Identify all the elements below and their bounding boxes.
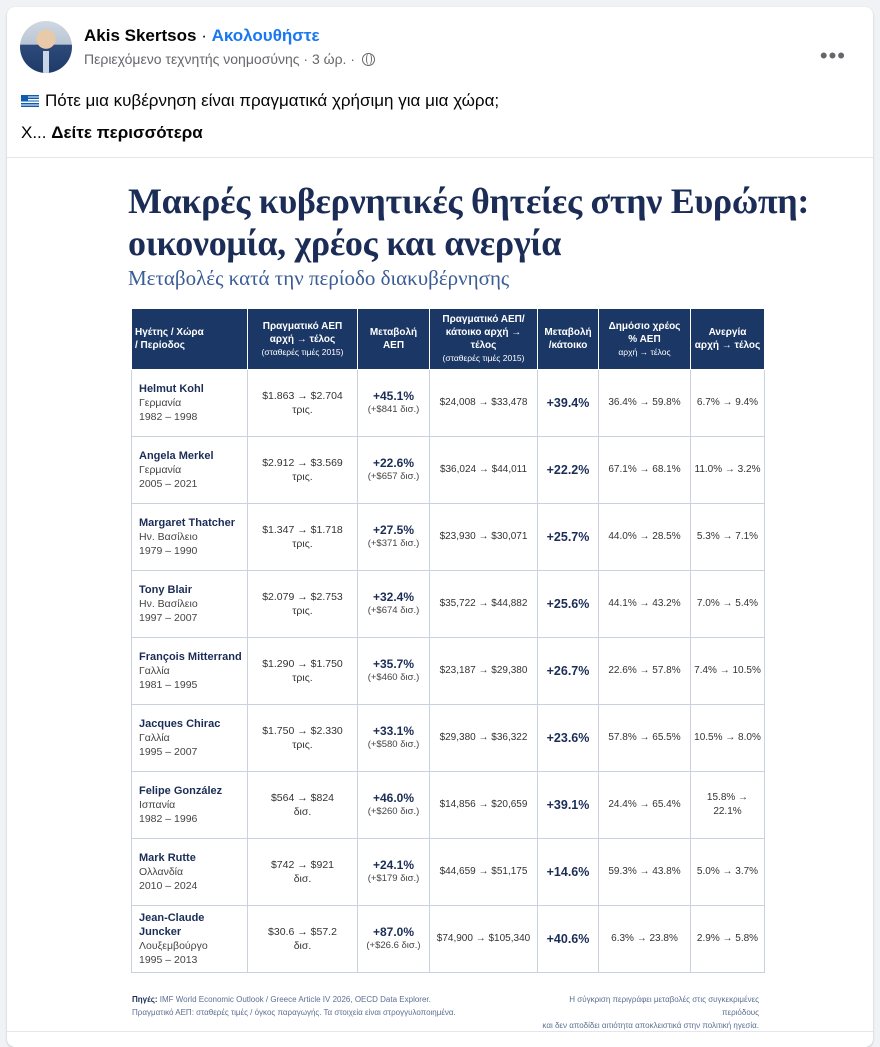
post-meta: Περιεχόμενο τεχνητής νοημοσύνης · 3 ώρ. · bbox=[84, 51, 355, 67]
gdp-change-cell: +32.4% (+$674 δισ.) bbox=[358, 571, 430, 638]
per-capita-change-cell: +39.4% bbox=[538, 370, 599, 437]
debt-cell: 6.3% → 23.8% bbox=[599, 906, 691, 973]
table-row bbox=[132, 571, 765, 638]
debt-cell: 22.6% → 57.8% bbox=[599, 638, 691, 705]
debt-cell: 67.1% → 68.1% bbox=[599, 437, 691, 504]
unemployment-cell: 11.0% → 3.2% bbox=[691, 437, 765, 504]
gdp-cell: $2.912 → $3.569 τρις. bbox=[248, 437, 358, 504]
note: Η σύγκριση περιγράφει μεταβολές στις συγκεκριμένες περιόδους και δεν αποδίδει αιτιότητα αποκλειστικά στην πολιτική ηγεσία. bbox=[542, 995, 759, 1030]
debt-cell: 57.8% → 65.5% bbox=[599, 705, 691, 772]
per-capita-change-cell: +26.7% bbox=[538, 638, 599, 705]
gdp-change-cell: +45.1% (+$841 δισ.) bbox=[358, 370, 430, 437]
gdp-per-capita-cell: $29,380 → $36,322 bbox=[430, 705, 538, 772]
debt-cell: 44.0% → 28.5% bbox=[599, 504, 691, 571]
column-header: Ανεργία αρχή → τέλος bbox=[691, 309, 765, 370]
per-capita-change-cell: +23.6% bbox=[538, 705, 599, 772]
per-capita-change-cell: +25.7% bbox=[538, 504, 599, 571]
follow-button[interactable]: Ακολουθήστε bbox=[211, 26, 320, 45]
debt-cell: 44.1% → 43.2% bbox=[599, 571, 691, 638]
post-header bbox=[20, 21, 860, 73]
post-text: Πότε μια κυβέρνηση είναι πραγματικά χρήσιμη για μια χώρα; bbox=[45, 91, 500, 110]
gdp-cell: $1.750 → $2.330 τρις. bbox=[248, 705, 358, 772]
gdp-change-cell: +35.7% (+$460 δισ.) bbox=[358, 638, 430, 705]
per-capita-change-cell: +39.1% bbox=[538, 772, 599, 839]
per-capita-change-cell: +22.2% bbox=[538, 437, 599, 504]
gdp-per-capita-cell: $44,659 → $51,175 bbox=[430, 839, 538, 906]
leader-cell: Jean-Claude Juncker Λουξεμβούργο 1995 – 2013 bbox=[132, 906, 248, 973]
see-more-link[interactable]: Δείτε περισσότερα bbox=[51, 123, 203, 142]
gdp-cell: $30.6 → $57.2 δισ. bbox=[248, 906, 358, 973]
table-row bbox=[132, 906, 765, 973]
unemployment-cell: 7.4% → 10.5% bbox=[691, 638, 765, 705]
gdp-cell: $742 → $921 δισ. bbox=[248, 839, 358, 906]
separator: · bbox=[201, 26, 207, 45]
table-header bbox=[132, 309, 765, 370]
gdp-change-cell: +24.1% (+$179 δισ.) bbox=[358, 839, 430, 906]
gdp-change-cell: +27.5% (+$371 δισ.) bbox=[358, 504, 430, 571]
per-capita-change-cell: +14.6% bbox=[538, 839, 599, 906]
gdp-per-capita-cell: $35,722 → $44,882 bbox=[430, 571, 538, 638]
post-text-truncated: Χ... bbox=[21, 123, 47, 142]
leader-cell: Margaret Thatcher Ην. Βασίλειο 1979 – 1990 bbox=[132, 504, 248, 571]
unemployment-cell: 10.5% → 8.0% bbox=[691, 705, 765, 772]
sources: Πηγές: IMF World Economic Outlook / Greece Article IV 2026, OECD Data Explorer. Πραγματικό ΑΕΠ: σταθερές τιμές / όγκος παραγωγής. Τα στοιχεία είναι στρογγυλοποιημένα. bbox=[132, 995, 456, 1017]
column-header: Πραγματικό ΑΕΠ/ κάτοικο αρχή → τέλος (σταθερές τιμές 2015) bbox=[430, 309, 538, 370]
gdp-cell: $564 → $824 δισ. bbox=[248, 772, 358, 839]
gdp-per-capita-cell: $23,187 → $29,380 bbox=[430, 638, 538, 705]
column-header: Ηγέτης / Χώρα / Περίοδος bbox=[132, 309, 248, 370]
post-card bbox=[7, 7, 873, 1047]
table-row bbox=[132, 370, 765, 437]
unemployment-cell: 2.9% → 5.8% bbox=[691, 906, 765, 973]
per-capita-change-cell: +25.6% bbox=[538, 571, 599, 638]
leader-cell: Felipe González Ισπανία 1982 – 1996 bbox=[132, 772, 248, 839]
gdp-per-capita-cell: $24,008 → $33,478 bbox=[430, 370, 538, 437]
table-row bbox=[132, 638, 765, 705]
gdp-change-cell: +46.0% (+$260 δισ.) bbox=[358, 772, 430, 839]
author-name[interactable]: Akis Skertsos bbox=[84, 26, 197, 45]
gdp-per-capita-cell: $14,856 → $20,659 bbox=[430, 772, 538, 839]
post-image[interactable] bbox=[114, 168, 810, 1030]
data-table bbox=[131, 308, 765, 973]
avatar[interactable] bbox=[20, 21, 72, 73]
gdp-per-capita-cell: $36,024 → $44,011 bbox=[430, 437, 538, 504]
table-row bbox=[132, 839, 765, 906]
leader-cell: Mark Rutte Ολλανδία 2010 – 2024 bbox=[132, 839, 248, 906]
unemployment-cell: 15.8% → 22.1% bbox=[691, 772, 765, 839]
column-header: Δημόσιο χρέος % ΑΕΠ αρχή → τέλος bbox=[599, 309, 691, 370]
gdp-cell: $1.863 → $2.704 τρις. bbox=[248, 370, 358, 437]
globe-icon bbox=[362, 53, 375, 66]
table-row bbox=[132, 705, 765, 772]
gdp-change-cell: +87.0% (+$26.6 δισ.) bbox=[358, 906, 430, 973]
footer-divider bbox=[7, 1031, 873, 1032]
divider bbox=[7, 157, 873, 158]
leader-cell: Tony Blair Ην. Βασίλειο 1997 – 2007 bbox=[132, 571, 248, 638]
gdp-change-cell: +33.1% (+$580 δισ.) bbox=[358, 705, 430, 772]
unemployment-cell: 5.0% → 3.7% bbox=[691, 839, 765, 906]
gdp-cell: $1.290 → $1.750 τρις. bbox=[248, 638, 358, 705]
gdp-cell: $1.347 → $1.718 τρις. bbox=[248, 504, 358, 571]
unemployment-cell: 7.0% → 5.4% bbox=[691, 571, 765, 638]
more-icon[interactable]: ••• bbox=[819, 43, 846, 68]
table-row bbox=[132, 437, 765, 504]
unemployment-cell: 5.3% → 7.1% bbox=[691, 504, 765, 571]
infographic-title: Μακρές κυβερνητικές θητείες στην Ευρώπη: οικονομία, χρέος και ανεργία bbox=[128, 181, 810, 263]
gdp-per-capita-cell: $74,900 → $105,340 bbox=[430, 906, 538, 973]
table-row bbox=[132, 772, 765, 839]
gdp-change-cell: +22.6% (+$657 δισ.) bbox=[358, 437, 430, 504]
per-capita-change-cell: +40.6% bbox=[538, 906, 599, 973]
column-header: Μεταβολή /κάτοικο bbox=[538, 309, 599, 370]
gdp-per-capita-cell: $23,930 → $30,071 bbox=[430, 504, 538, 571]
infographic-subtitle: Μεταβολές κατά την περίοδο διακυβέρνησης bbox=[128, 266, 510, 290]
column-header: Πραγματικό ΑΕΠ αρχή → τέλος (σταθερές τιμές 2015) bbox=[248, 309, 358, 370]
leader-cell: Jacques Chirac Γαλλία 1995 – 2007 bbox=[132, 705, 248, 772]
leader-cell: Helmut Kohl Γερμανία 1982 – 1998 bbox=[132, 370, 248, 437]
column-header: Μεταβολή ΑΕΠ bbox=[358, 309, 430, 370]
table-row bbox=[132, 504, 765, 571]
leader-cell: François Mitterrand Γαλλία 1981 – 1995 bbox=[132, 638, 248, 705]
gdp-cell: $2.079 → $2.753 τρις. bbox=[248, 571, 358, 638]
debt-cell: 36.4% → 59.8% bbox=[599, 370, 691, 437]
debt-cell: 59.3% → 43.8% bbox=[599, 839, 691, 906]
debt-cell: 24.4% → 65.4% bbox=[599, 772, 691, 839]
greek-flag-icon bbox=[21, 95, 39, 107]
leader-cell: Angela Merkel Γερμανία 2005 – 2021 bbox=[132, 437, 248, 504]
unemployment-cell: 6.7% → 9.4% bbox=[691, 370, 765, 437]
